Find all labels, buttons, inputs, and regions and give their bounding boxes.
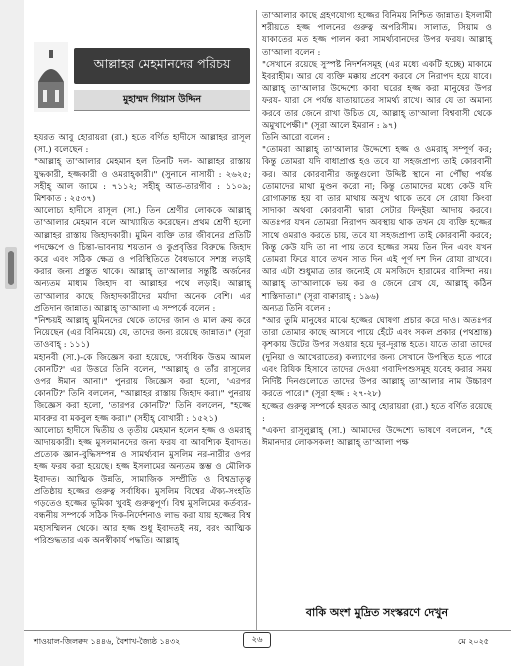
body-paragraph: মহানবী (সা.)-কে জিজ্ঞেস করা হয়েছে, 'সর্বাধিক উত্তম আমল কোনটি?' এর উত্তরে তিনি বলেন, "আল্লাহ্ ও তাঁর রাসূলের ওপর ঈমান আনা।" পুনরায় জিজ্ঞেস করা হলো, 'এরপর কোনটি?' তিনি বললেন, "আল্লাহর রাস্তায় জিহাদ করা।" পুনরায় জিজ্ঞেস করা হলো, 'তারপর কোনটি?' তিনি বললেন, "হজ্জে মাবরুর বা মকবুল হজ্জ করা।" (সহীহ্ বোখারী : ১৫২১) <box>34 352 251 424</box>
quote-paragraph: "একদা রাসূলুল্লাহ্ (সা.) আমাদের উদ্দেশ্যে ভাষণে বললেন, "হে ঈমানদার লোকসকল! আল্লাহ্ তা'আলা পক্ষ <box>262 425 492 449</box>
quote-paragraph: "আল্লাহ্ তা'আলার মেহমান হল তিনটি দল- আল্লাহর রাস্তায় যুদ্ধকারী, হজ্জকারী ও ওমরাহ্কারী।" (সুনানে নাসায়ী : ২৬২৫; সহীহ্ আল জামে : ৭১১২; সহীহ্ আত-তারগীব : ১১০৯; মিশকাত : ২৫৩৭) <box>34 157 251 205</box>
article-title: আল্লাহর মেহমানদের পরিচয় <box>74 48 250 84</box>
left-text-column <box>34 132 251 547</box>
column-divider <box>256 10 257 630</box>
page-number: ২৬ <box>243 632 271 648</box>
footer-month: মে ২০২৫ <box>457 637 489 646</box>
footer-issue: শাওয়াল-জিলক্বদ ১৪৪৬, বৈশাখ-জ্যৈষ্ঠ ১৪৩২ <box>34 637 181 646</box>
body-paragraph: হজ্জের গুরুত্ব সম্পর্কে হযরত আবু হোরায়রা (রা.) হতে বর্ণিত রয়েছে : <box>262 401 492 424</box>
body-paragraph: আলোচ্য হাদীসে রাসূল (সা.) তিন শ্রেণীর লোককে আল্লাহ্ তা'আলার মেহমান বলে আখ্যায়িত করেছেন। প্রথম শ্রেণী হলো আল্লাহর রাস্তায় জিহাদকারী। মুমিন ব্যক্তি তার জীবনের প্রতিটি পদক্ষেপে ও চিন্তা-ভাবনায় শয়তান ও কুপ্রবৃত্তির বিরুদ্ধে জিহাদ করে এবং সঠিক ক্ষেত্র ও পরিস্থিতিতে বৈধভাবে সশস্ত্র লড়াই করার জন্য প্রস্তুত থাকে। আল্লাহ্ তা'আলার সন্তুষ্টি অর্জনের অন্যতম মাধ্যম জিহাদ বা আল্লাহর পথে লড়াই। আল্লাহ্ তা'আলার কাছে জিহাদকারীদের মর্যাদা অনেক বেশি। এর প্রতিদান জান্নাত। আল্লাহ্ তা'আলা এ সম্পর্কে বলেন : <box>34 206 251 314</box>
magazine-logo-icon <box>3 245 19 291</box>
page-margin-strip <box>0 0 24 666</box>
quote-paragraph: "তোমরা আল্লাহ্ তা'আলার উদ্দেশ্যে হজ্জ ও ওমরাহ্ সম্পূর্ণ কর; কিন্তু তোমরা যদি বাধাপ্রাপ্ত হও তবে যা সহজপ্রাপ্য তাই কোরবানী কর। আর কোরবানীর জন্তুগুলো উদ্দিষ্ট স্থানে না পৌঁছা পর্যন্ত তোমাদের মাথা মুণ্ডন করো না; কিন্তু তোমাদের মধ্যে কেউ যদি রোগাক্রান্ত হয় বা তার মাথায় অসুখ থাকে তবে সে রোযা কিংবা সাদাকা অথবা কোরবানী দ্বারা সেটার ফিদ্ইয়া আদায় করবে। অতঃপর যখন তোমরা নিরাপদ অবস্থায় থাক তখন যে ব্যক্তি হজ্জের সাথে ওমরাও করতে চায়, তবে যা সহজপ্রাপ্য তাই কোরবানী করবে; কিন্তু কেউ যদি তা না পায় তবে হজ্জের সময় তিন দিন এবং যখন তোমরা ফিরে যাবে তখন সাত দিন এই পূর্ণ দশ দিন রোযা রাখবে। আর এটা শুধুমাত্র তার জন্যেই যে মসজিদে হারামের বাসিন্দা নয়। আল্লাহ্ তা'আলাকে ভয় কর ও জেনে রেখ যে, আল্লাহ্ কঠিন শাস্তিদাতা।" (সূরা বাক্বারাহ্ : ১৯৬) <box>262 145 492 302</box>
body-paragraph: তিনি আরো বলেন : <box>262 133 331 144</box>
quote-paragraph: "সেখানে রয়েছে সুস্পষ্ট নিদর্শনসমূহ (এর মধ্যে একটি হচ্ছে) মাকামে ইবরাহীম। আর যে ব্যক্তি মক্কায় প্রবেশ করবে সে নিরাপদ হয়ে যাবে। আল্লাহ্ তা'আলার উদ্দেশ্যে কাবা ঘরের হজ্জ করা মানুষের উপর ফরয- যারা সে পর্যন্ত যাতায়াতের সামর্থ্য রাখে। আর যে তা অমান্য করবে তার জেনে রাখা উচিত যে, আল্লাহ্ তা'আলা বিশ্ববাসী থেকে অমুখাপেক্ষী।" (সূরা আলে ইমরান : ৯৭) <box>262 59 492 131</box>
mosque-dome-icon <box>34 42 68 112</box>
quote-paragraph: "নিশ্চয়ই আল্লাহ্ মুমিনদের থেকে তাদের জান ও মাল ক্রয় করে নিয়েছেন (এর বিনিময়ে) যে, তাদের জন্য রয়েছে জান্নাত।" (সূরা তাওবাহ্ : ১১১) <box>34 316 251 351</box>
article-author: মুহাম্মদ গিয়াস উদ্দিন <box>74 90 250 111</box>
body-paragraph: অন্যত্র তিনি বলেন : <box>262 303 331 314</box>
body-paragraph: তা'আলার কাছে গ্রহণযোগ্য হজ্জের বিনিময় নিশ্চিত জান্নাত। ইসলামী শরীয়তে হজ্জ পালনের গুরুত্ব অপরিসীম। সালাত, সিয়াম ও যাকাতের মত হজ্জ পালন করা সামর্থ্যবানদের উপর ফরয। আল্লাহ্ তা'আলা বলেন : <box>262 11 492 58</box>
body-paragraph: আলোচ্য হাদীসে দ্বিতীয় ও তৃতীয় মেহমান হলেন হজ্জ ও ওমরাহ্ আদায়কারী। হজ্জ মুসলমানদের জন্য ফরয বা আবশ্যিক ইবাদত। প্রত্যেক জ্ঞান-বুদ্ধিসম্পন্ন ও সামর্থ্যবান মুসলিম নর-নারীর ওপর হজ্জ ফরয করা হয়েছে। হজ্জ ইসলামের অন্যতম স্তম্ভ ও মৌলিক ইবাদত। আত্মিক উন্নতি, সামাজিক সম্প্রীতি ও বিশ্বভ্রাতৃত্ব প্রতিষ্ঠায় হজ্জের গুরুত্ব সর্বাধিক। মুসলিম বিশ্বের ঐক্য-সংহতি গড়তেও হজ্জের ভূমিকা খুবই গুরুত্বপূর্ণ। বিশ্ব মুসলিমের কর্তব্যর-বন্ধনীয় সম্পর্কে সঠিক দিক-নির্দেশনাও লাভ করা যায় হজ্জের বিশ্ব মহাসম্মিলন থেকে। আর হজ্জ শুধু ইবাদতই নয়, বরং আত্মিক পরিশুদ্ধতার এক অনস্বীকার্য পদ্ধতি। আল্লাহ্ <box>34 425 251 546</box>
body-paragraph: হযরত আবু হোরায়রা (রা.) হতে বর্ণিত হাদীসে আল্লাহর রাসূল (সা.) বলেছেন : <box>34 133 251 156</box>
footer-divider <box>24 630 511 631</box>
continuation-note: বাকি অংশ মুদ্রিত সংস্করণে দেখুন <box>305 606 449 619</box>
quote-paragraph: "আর তুমি মানুষের মাঝে হজ্জের ঘোষণা প্রচার করে দাও। অতঃপর তারা তোমার কাছে আসবে পায়ে হেঁটে এবং সকল প্রকার (পথশ্রান্ত) কৃশকায় উটের উপর সওয়ার হয়ে দূর-দূরান্ত হতে। যাতে তারা তাদের (দুনিয়া ও আখেরাতের) কল্যাণের জন্য সেখানে উপস্থিত হতে পারে এবং রিযিক হিসাবে তাদের দেওয়া গবাদিপশুসমূহ যবেহ করার সময় নির্দিষ্ট দিনগুলোতে তাদের উপর আল্লাহ্ তা'আলার নাম উচ্চারণ করতে পারে।" (সূরা হজ্জ : ২৭-২৮) <box>262 316 492 400</box>
article-header <box>34 42 251 130</box>
right-text-column <box>262 10 492 449</box>
